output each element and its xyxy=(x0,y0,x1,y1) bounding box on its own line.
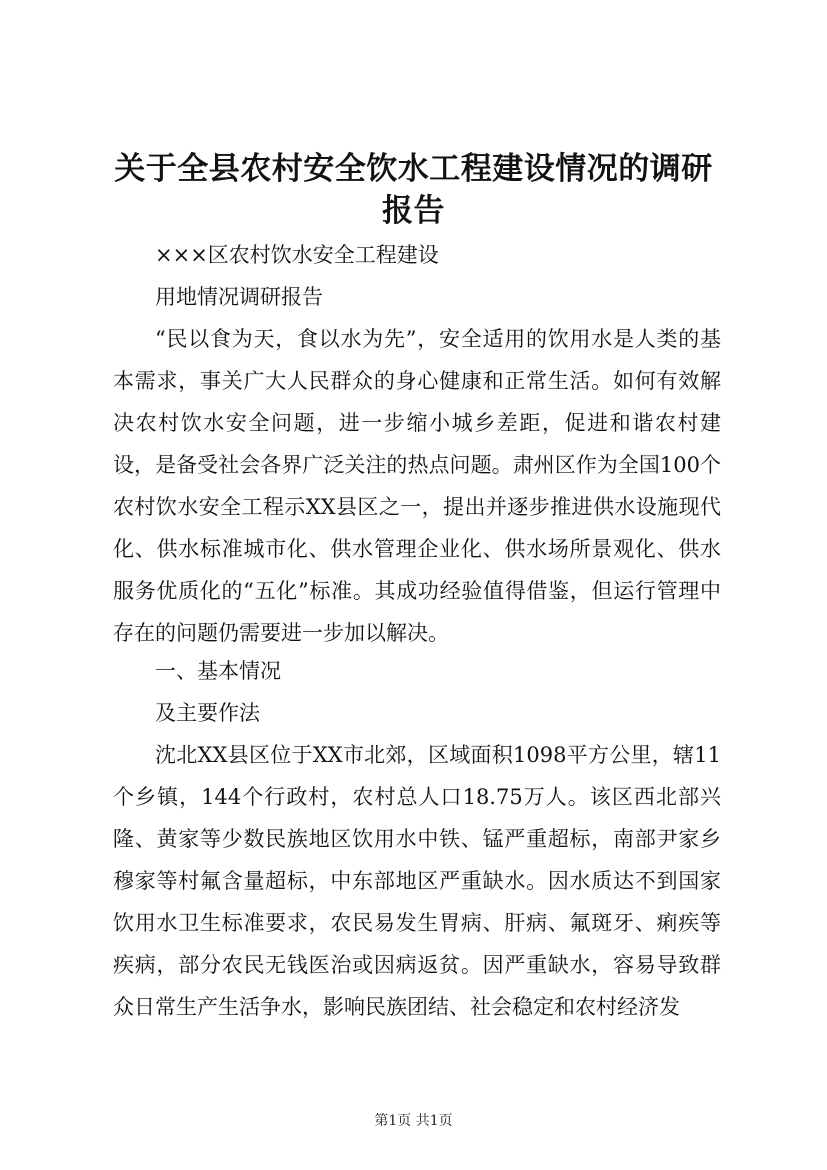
paragraph-subtitle-line-1: ×××区农村饮水安全工程建设 xyxy=(155,243,439,267)
paragraph-shenbei-overview: 沈北XX县区位于XX市北郊，区域面积1098平方公里，辖11个乡镇，144个行政村，农村总人口18.75万人。该区西北部兴隆、黄家等少数民族地区饮用水中铁、锰严重超标，南部尹家乡穆家等村氟含量超标，中东部地区严重缺水。因水质达不到国家饮用水卫生标准要求，农民易发生胃病、肝病、氟斑牙、痢疾等疾病，部分农民无钱医治或因病返贫。因严重缺水，容易导致群众日常生产生活争水，影响民族团结、社会稳定和农村经济发 xyxy=(113,743,721,1019)
paragraph-subtitle-line-2: 用地情况调研报告 xyxy=(155,285,323,309)
section-heading-basic-situation: 一、基本情况 xyxy=(155,659,281,683)
page-footer: 第1页 共1页 xyxy=(374,1113,453,1129)
document-title: 关于全县农村安全饮水工程建设情况的调研报告 xyxy=(114,151,713,229)
section-heading-main-practices: 及主要作法 xyxy=(155,701,260,725)
paragraph-intro: “民以食为天，食以水为先”，安全适用的饮用水是人类的基本需求，事关广大人民群众的身心健康和正常生活。如何有效解决农村饮水安全问题，进一步缩小城乡差距，促进和谐农村建设，是备受社会各界广泛关注的热点问题。肃州区作为全国100个农村饮水安全工程示XX县区之一，提出并逐步推进供水设施现代化、供水标准城市化、供水管理企业化、供水场所景观化、供水服务优质化的“五化”标准。其成功经验值得借鉴，但运行管理中存在的问题仍需要进一步加以解决。 xyxy=(113,327,721,645)
